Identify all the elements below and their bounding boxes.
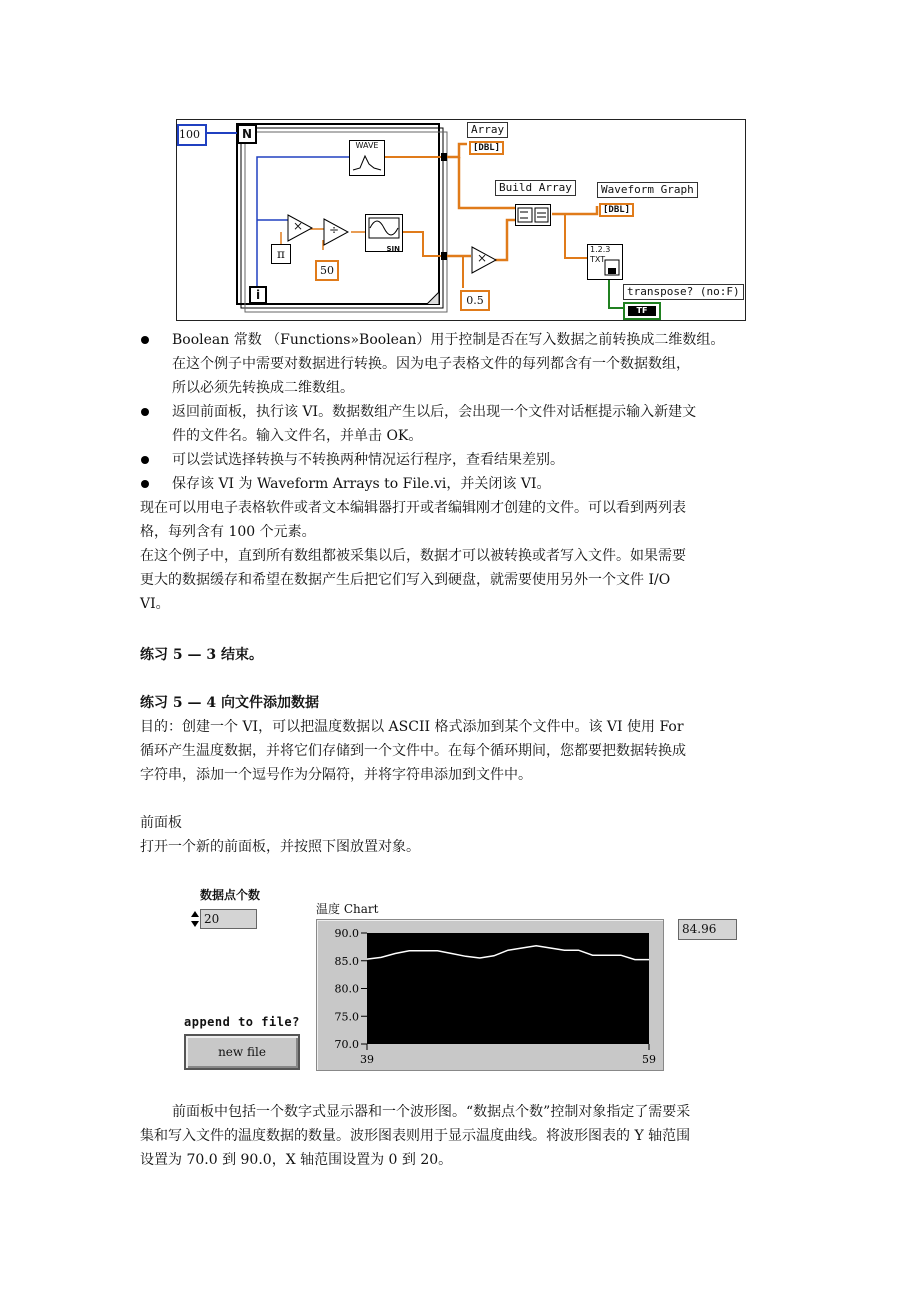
build-array-node[interactable] [515, 204, 551, 226]
para2-line-1: 在这个例子中，直到所有数组都被采集以后，数据才可以被转换或者写入文件。如果需要 [140, 548, 686, 564]
write-file-txt: TXT [590, 255, 606, 264]
multiply-scale-node[interactable] [471, 246, 497, 278]
write-spreadsheet-node[interactable] [587, 244, 623, 280]
append-button-label: new file [218, 1045, 266, 1059]
array-indicator[interactable]: [DBL] [469, 141, 504, 155]
x-tick-label: 39 [360, 1053, 374, 1066]
count-constant[interactable]: 100 [177, 124, 207, 146]
para2-line-2: 更大的数据缓存和希望在数据产生后把它们写入到硬盘，就需要使用另外一个文件 I/O [140, 572, 671, 588]
divisor-constant[interactable]: 50 [315, 260, 339, 281]
exercise-title: 练习 5 — 4 向文件添加数据 [140, 695, 319, 711]
spinner-arrows-icon [190, 909, 200, 929]
loop-count-terminal[interactable]: N [237, 124, 257, 144]
divide-symbol: ÷ [329, 223, 340, 237]
bullet-marker [141, 456, 149, 464]
pi-constant[interactable] [271, 244, 291, 264]
transpose-constant[interactable] [623, 302, 661, 320]
scale-constant[interactable]: 0.5 [460, 290, 490, 311]
y-tick-label: 85.0 [334, 954, 359, 968]
points-increment-decrement[interactable] [190, 909, 200, 929]
wave-node[interactable] [349, 140, 385, 176]
bullet-3-line-1: 可以尝试选择转换与不转换两种情况运行程序，查看结果差别。 [172, 452, 564, 468]
pi-symbol: π [277, 247, 285, 261]
bullet-2-line-1: 返回前面板，执行该 VI。数据数组产生以后，会出现一个文件对话框提示输入新建文 [172, 404, 697, 420]
sine-wave-icon [366, 215, 402, 241]
temperature-chart [317, 920, 663, 1070]
multiply-symbol: × [477, 251, 488, 265]
closing-line-1: 前面板中包括一个数字式显示器和一个波形图。“数据点个数”控制对象指定了需要采 [172, 1104, 691, 1120]
y-tick-label: 70.0 [334, 1038, 359, 1051]
x-tick-label: 59 [642, 1053, 656, 1066]
waveform-graph-label: Waveform Graph [597, 182, 698, 198]
multiply-node[interactable] [287, 214, 313, 246]
build-array-icon [516, 205, 550, 225]
wave-node-label: WAVE [355, 141, 379, 150]
multiply-symbol: × [293, 219, 304, 233]
block-diagram [176, 119, 746, 321]
points-input[interactable]: 20 [200, 909, 257, 929]
tf-constant-label: TF [628, 306, 656, 316]
transpose-label: transpose? (no:F) [623, 284, 744, 300]
append-label: append to file? [184, 1015, 300, 1029]
para1-line-2: 格，每列含有 100 个元素。 [140, 524, 316, 540]
temperature-readout: 84.96 [678, 919, 737, 940]
temperature-chart-frame [316, 919, 664, 1071]
bullet-marker [141, 408, 149, 416]
bullet-1-line-3: 所以必须先转换成二维数组。 [172, 380, 354, 396]
purpose-line-3: 字符串，添加一个逗号作为分隔符，并将字符串添加到文件中。 [140, 767, 532, 783]
para2-line-3: VI。 [140, 596, 170, 612]
wave-icon [350, 150, 384, 174]
y-tick-label: 90.0 [334, 927, 359, 940]
floppy-disk-icon [604, 259, 620, 277]
build-array-label: Build Array [495, 180, 576, 196]
waveform-graph-indicator[interactable]: [DBL] [599, 203, 634, 217]
y-tick-label: 80.0 [334, 982, 359, 996]
bullet-2-line-2: 件的文件名。输入文件名，并单击 OK。 [172, 428, 423, 444]
append-toggle-button[interactable] [184, 1034, 300, 1070]
purpose-line-2: 循环产生温度数据，并将它们存储到一个文件中。在每个循环期间，您都要把数据转换成 [140, 743, 686, 759]
sine-node[interactable] [365, 214, 403, 252]
closing-line-2: 集和写入文件的温度数据的数量。波形图表则用于显示温度曲线。将波形图表的 Y 轴范围 [140, 1128, 691, 1144]
bullet-1-line-1: Boolean 常数 （Functions»Boolean）用于控制是否在写入数据之前转换成二维数组。 [172, 332, 725, 348]
closing-line-3: 设置为 70.0 到 90.0，X 轴范围设置为 0 到 20。 [140, 1152, 453, 1168]
bullet-1-line-2: 在这个例子中需要对数据进行转换。因为电子表格文件的每列都含有一个数据数组， [172, 356, 690, 372]
purpose-line-1: 目的：创建一个 VI，可以把温度数据以 ASCII 格式添加到某个文件中。该 VI 使用 For [140, 719, 684, 735]
sine-node-label: SIN [386, 245, 400, 253]
front-panel-heading: 前面板 [140, 815, 182, 831]
bullet-marker [141, 336, 149, 344]
para1-line-1: 现在可以用电子表格软件或者文本编辑器打开或者编辑刚才创建的文件。可以看到两列表 [140, 500, 686, 516]
exercise-end: 练习 5 — 3 结束。 [140, 647, 263, 663]
front-panel-instruction: 打开一个新的前面板，并按照下图放置对象。 [140, 839, 420, 855]
array-label: Array [467, 122, 508, 138]
chart-label: 温度 Chart [316, 902, 379, 916]
bullet-4-line-1: 保存该 VI 为 Waveform Arrays to File.vi，并关闭该 VI。 [172, 476, 551, 492]
divide-node[interactable] [323, 218, 349, 250]
y-tick-label: 75.0 [334, 1010, 359, 1024]
write-file-number: 1.2.3 [590, 245, 611, 254]
loop-iteration-terminal[interactable]: i [249, 286, 267, 304]
points-label: 数据点个数 [200, 888, 261, 902]
bullet-marker [141, 480, 149, 488]
